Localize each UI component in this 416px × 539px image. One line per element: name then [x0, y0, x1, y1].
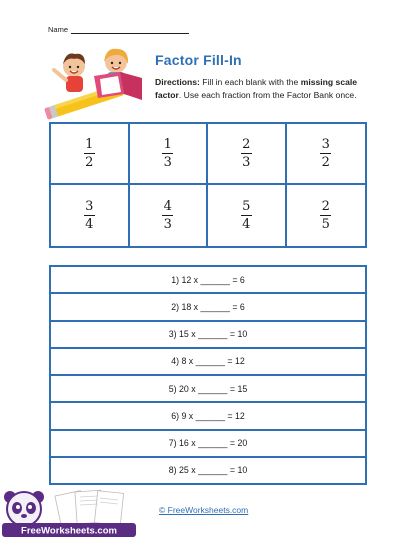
factor-bank-cell [287, 124, 366, 185]
factor-bank-cell [287, 185, 366, 246]
numerator: 2 [242, 137, 251, 152]
name-label: Name [48, 25, 69, 34]
directions-part-2: . Use each fraction from the Factor Bank once. [178, 90, 357, 100]
fraction [84, 137, 95, 170]
problem-row[interactable]: 2) 18 x ______ = 6 [51, 294, 365, 321]
kids-reading-illustration [44, 42, 148, 120]
numerator: 4 [163, 199, 172, 214]
copyright-link[interactable]: © FreeWorksheets.com [159, 505, 249, 515]
fraction-bar [241, 153, 252, 154]
problem-row[interactable]: 8) 25 x ______ = 10 [168, 465, 248, 476]
factor-bank [49, 122, 367, 248]
numerator: 5 [242, 199, 251, 214]
factor-bank-cell [208, 124, 287, 185]
fraction-bar [162, 215, 173, 216]
factor-bank-cell [51, 124, 130, 185]
fraction-bar [84, 215, 95, 216]
denominator: 5 [321, 217, 330, 232]
factor-bank-cell [130, 185, 209, 246]
factor-bank-cell [208, 185, 287, 246]
numerator: 2 [321, 199, 330, 214]
fraction [162, 137, 173, 170]
fraction [241, 199, 252, 232]
denominator: 3 [163, 217, 172, 232]
problem-row[interactable]: 4) 8 x ______ = 12 [51, 349, 365, 376]
fraction-bar [162, 153, 173, 154]
directions-emphasis: missing scale factor [155, 77, 358, 100]
problem-row[interactable]: 1) 12 x ______ = 6 [51, 267, 365, 294]
fraction [241, 137, 252, 170]
problem-row[interactable]: 5) 20 x ______ = 15 [51, 376, 365, 403]
problem-row[interactable]: 6) 9 x ______ = 12 [51, 403, 365, 430]
numerator: 1 [85, 137, 94, 152]
denominator: 4 [85, 217, 94, 232]
directions-text [155, 76, 369, 102]
freeworksheets-logo [0, 487, 140, 539]
numerator: 3 [85, 199, 94, 214]
directions-lead: Directions: [155, 77, 200, 87]
fraction [84, 199, 95, 232]
fraction-bar [84, 153, 95, 154]
factor-bank-cell [130, 124, 209, 185]
worksheet-title: Factor Fill-In [155, 52, 242, 68]
problem-row[interactable]: 7) 16 x ______ = 20 [51, 431, 365, 458]
fraction [162, 199, 173, 232]
directions-part-1: Fill in each blank with the [199, 77, 301, 87]
denominator: 2 [321, 155, 330, 170]
fraction [320, 137, 331, 170]
problem-list [49, 265, 367, 485]
denominator: 4 [242, 217, 251, 232]
numerator: 3 [321, 137, 330, 152]
fraction [320, 199, 331, 232]
denominator: 3 [242, 155, 251, 170]
denominator: 2 [85, 155, 94, 170]
worksheet-stack-icon [55, 490, 124, 527]
name-row [48, 25, 189, 34]
fraction-bar [241, 215, 252, 216]
fraction-bar [320, 153, 331, 154]
logo-wordmark: FreeWorksheets.com [21, 525, 117, 537]
name-blank-line[interactable] [71, 25, 189, 34]
denominator: 3 [163, 155, 172, 170]
fraction-bar [320, 215, 331, 216]
problem-row[interactable]: 3) 15 x ______ = 10 [51, 322, 365, 349]
panda-icon [4, 491, 44, 526]
numerator: 1 [163, 137, 172, 152]
factor-bank-cell [51, 185, 130, 246]
